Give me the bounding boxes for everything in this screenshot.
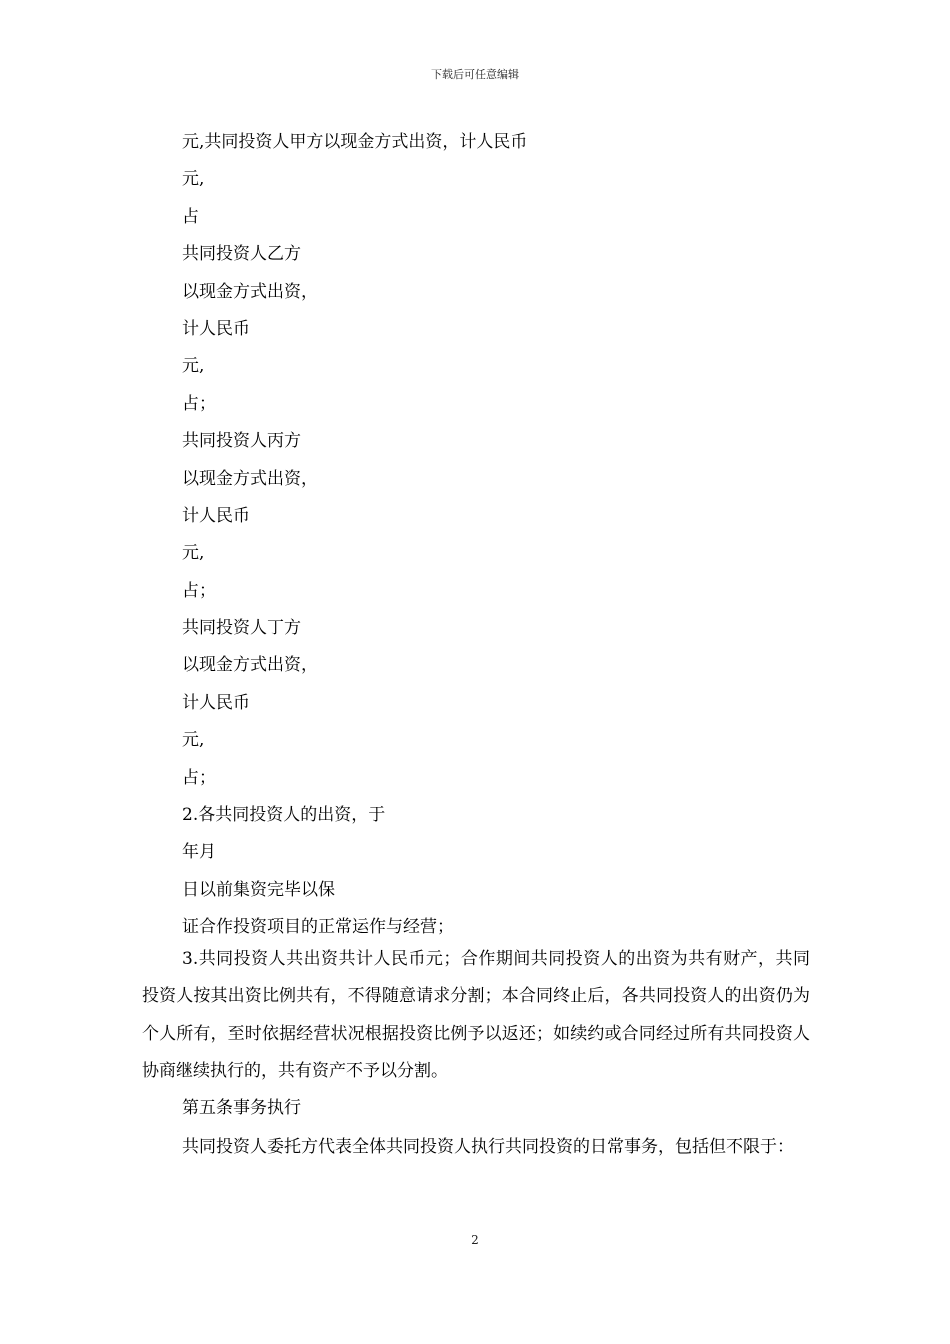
text-line: 以现金方式出资， <box>182 281 318 302</box>
paragraph-item-3: 3.共同投资人共出资共计人民币元；合作期间共同投资人的出资为共有财产，共同投资人按其出资比例共有，不得随意请求分割；本合同终止后，各共同投资人的出资仍为个人所有，至时依据经营状况根据投资比例予以返还；如续约或合同经过所有共同投资人协商继续执行的，共有资产不予以分割。 <box>142 949 810 1082</box>
page-number: 2 <box>471 1233 479 1247</box>
text-line: 计人民币 <box>182 505 250 526</box>
text-line: 元, <box>182 356 205 377</box>
article-5-title: 第五条事务执行 <box>182 1098 301 1118</box>
page-header: 下载后可任意编辑 <box>431 68 519 81</box>
text-line: 元, <box>182 730 205 751</box>
text-line: 共同投资人乙方 <box>182 244 301 265</box>
text-line: 占； <box>182 393 216 414</box>
text-line: 日以前集资完毕以保 <box>182 879 335 900</box>
text-line: 元, <box>182 543 205 564</box>
text-line: 元,共同投资人甲方以现金方式出资，计人民币 <box>182 132 528 152</box>
text-line: 年月 <box>182 842 216 863</box>
text-line: 证合作投资项目的正常运作与经营； <box>182 917 454 938</box>
text-line: 占； <box>182 767 216 788</box>
text-line: 共同投资人丙方 <box>182 431 301 452</box>
text-line: 2.各共同投资人的出资，于 <box>182 805 386 826</box>
text-line: 占 <box>182 206 199 227</box>
text-line: 共同投资人丁方 <box>182 618 301 639</box>
text-line: 计人民币 <box>182 318 250 339</box>
contribution-lines <box>182 124 822 947</box>
text-line: 以现金方式出资， <box>182 468 318 489</box>
text-line: 计人民币 <box>182 692 250 713</box>
text-line: 以现金方式出资， <box>182 655 318 676</box>
article-5-body: 共同投资人委托方代表全体共同投资人执行共同投资的日常事务，包括但不限于： <box>182 1137 794 1157</box>
text-line: 元, <box>182 169 205 190</box>
text-line: 占； <box>182 580 216 601</box>
